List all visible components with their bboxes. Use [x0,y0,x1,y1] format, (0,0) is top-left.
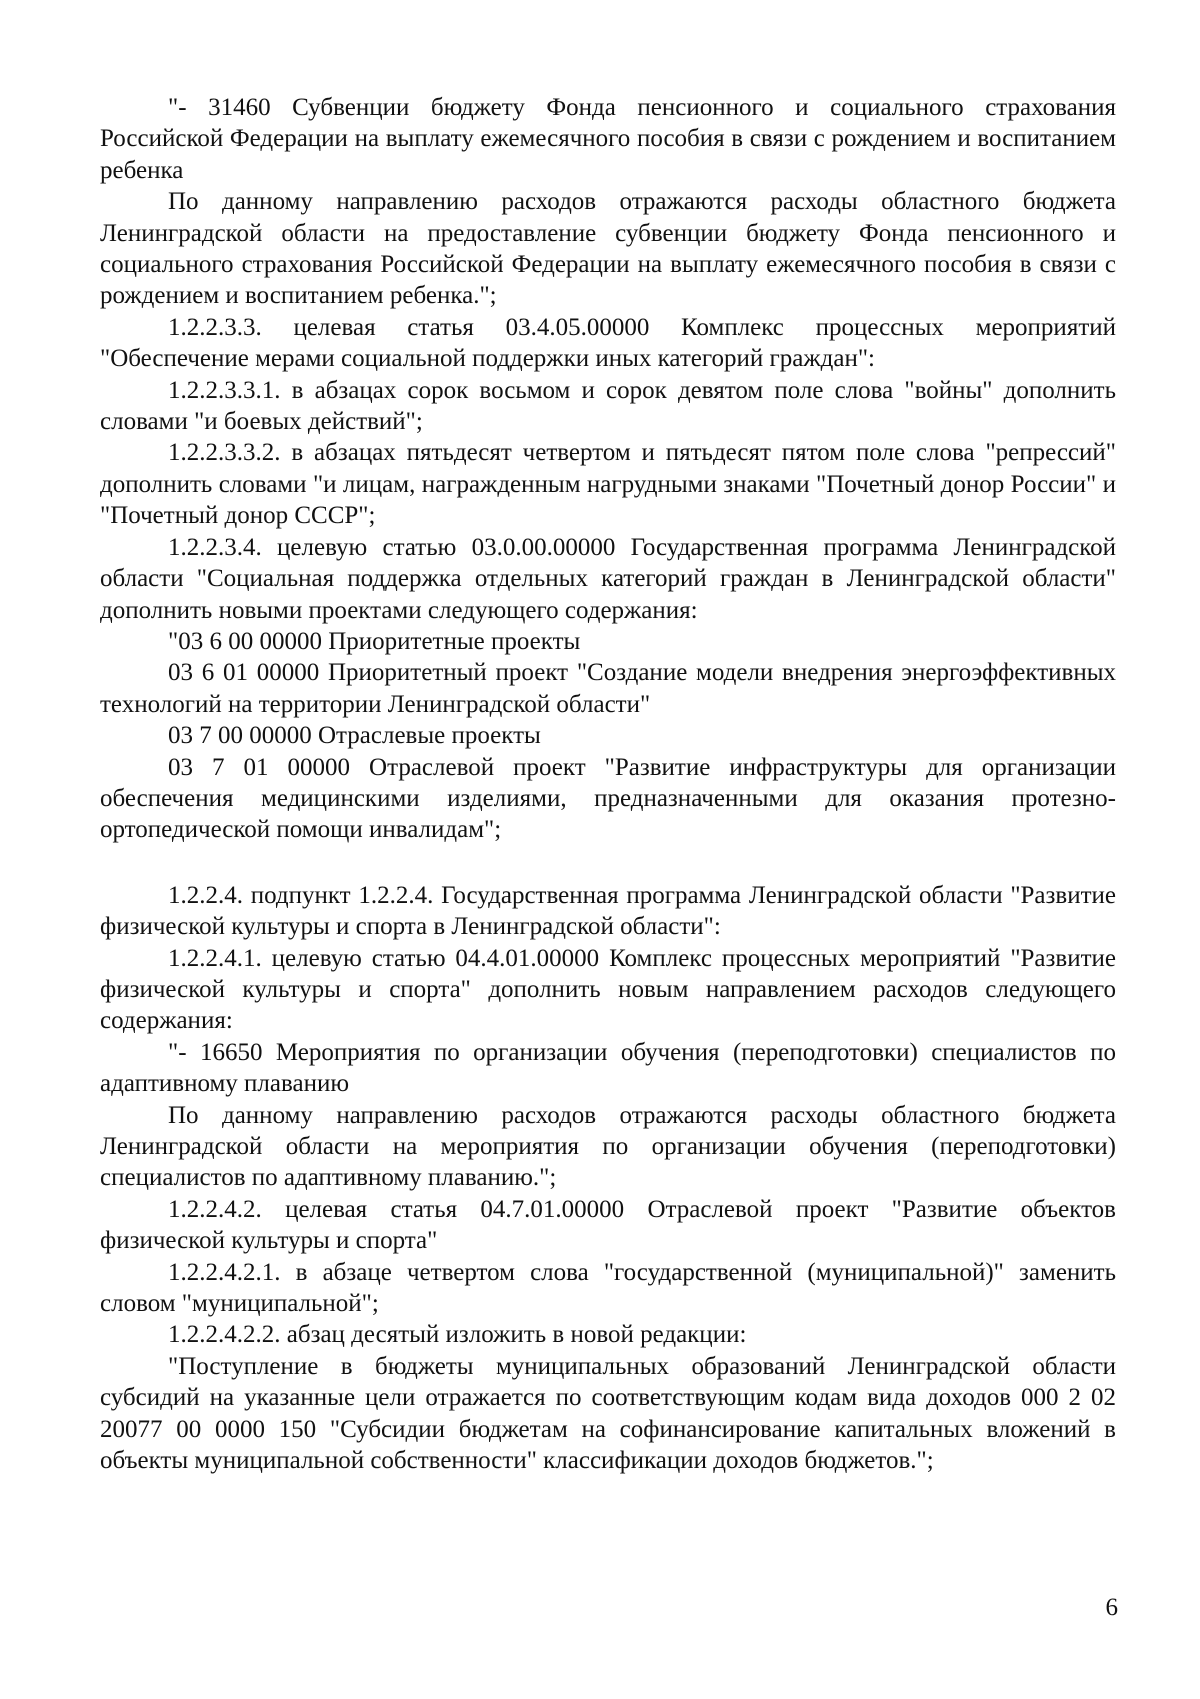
paragraph: 1.2.2.4. подпункт 1.2.2.4. Государственная программа Ленинградской области "Развитие физической культуры и спорта в Ленинградской области": [100,881,1116,941]
paragraph: 03 7 00 00000 Отраслевые проекты [168,722,541,750]
paragraph: По данному направлению расходов отражаются расходы областного бюджета Ленинградской области на предоставление субвенции бюджету Фонда пенсионного и социального страхования Российской Федерации на выплату ежемесячного пособия в связи с рождением и воспитанием ребенка."; [100,188,1116,310]
paragraph: 1.2.2.4.2. целевая статья 04.7.01.00000 Отраслевой проект "Развитие объектов физической культуры и спорта" [100,1195,1116,1255]
paragraph: 1.2.2.3.3.2. в абзацах пятьдесят четвертом и пятьдесят пятом поле слова "репрессий" дополнить словами "и лицам, награжденным нагрудными знаками "Почетный донор России" и "Почетный донор СССР"; [100,439,1116,530]
paragraph: "- 16650 Мероприятия по организации обучения (переподготовки) специалистов по адаптивному плаванию [100,1038,1116,1098]
paragraph: 1.2.2.3.4. целевую статью 03.0.00.00000 Государственная программа Ленинградской области "Социальная поддержка отдельных категорий граждан в Ленинградской области" дополнить новыми проектами следующего содержания: [100,533,1116,624]
paragraph: 03 6 01 00000 Приоритетный проект "Создание модели внедрения энергоэффективных технологий на территории Ленинградской области" [100,659,1116,718]
paragraph: 1.2.2.3.3. целевая статья 03.4.05.00000 Комплекс процессных мероприятий "Обеспечение мерами социальной поддержки иных категорий граждан": [100,313,1116,373]
paragraph: По данному направлению расходов отражаются расходы областного бюджета Ленинградской области на мероприятия по организации обучения (переподготовки) специалистов по адаптивному плаванию."; [100,1101,1116,1192]
paragraph: "- 31460 Субвенции бюджету Фонда пенсионного и социального страхования Российской Федерации на выплату ежемесячного пособия в связи с рождением и воспитанием ребенка [100,94,1116,184]
paragraph: 1.2.2.3.3.1. в абзацах сорок восьмом и сорок девятом поле слова "войны" дополнить словами "и боевых действий"; [100,376,1116,436]
page-number: 6 [1105,1594,1118,1621]
paragraph: 1.2.2.4.1. целевую статью 04.4.01.00000 Комплекс процессных мероприятий "Развитие физической культуры и спорта" дополнить новым направлением расходов следующего содержания: [100,944,1116,1035]
paragraph: "03 6 00 00000 Приоритетные проекты [168,627,581,655]
paragraph: 1.2.2.4.2.2. абзац десятый изложить в новой редакции: [168,1321,747,1349]
document-body [100,92,1116,1476]
paragraph: 1.2.2.4.2.1. в абзаце четвертом слова "государственной (муниципальной)" заменить словом "муниципальной"; [100,1258,1116,1318]
paragraph: "Поступление в бюджеты муниципальных образований Ленинградской области субсидий на указанные цели отражается по соответствующим кодам вида доходов 000 2 02 20077 00 0000 150 "Субсидии бюджетам на софинансирование капитальных вложений в объекты муниципальной собственности" классификации доходов бюджетов."; [100,1352,1116,1475]
paragraph: 03 7 01 00000 Отраслевой проект "Развитие инфраструктуры для организации обеспечения медицинскими изделиями, предназначенными для оказания протезно-ортопедической помощи инвалидам"; [100,753,1116,844]
